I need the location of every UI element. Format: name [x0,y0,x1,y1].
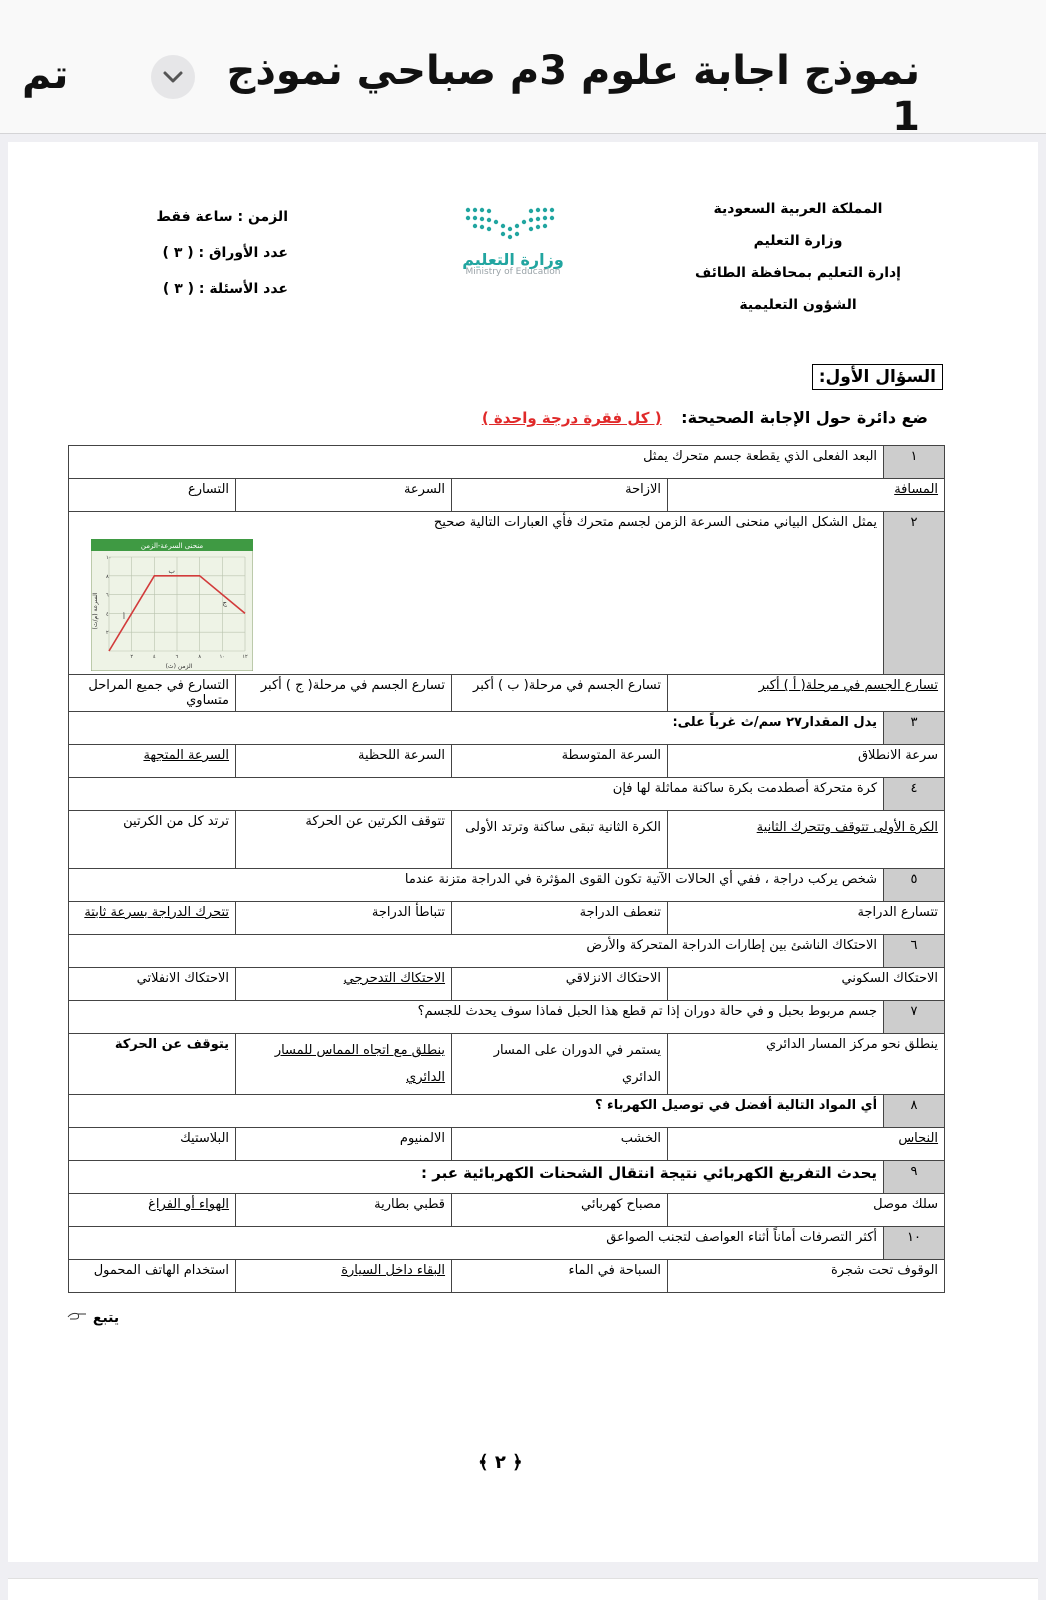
options-row [69,675,945,712]
question-row [69,869,945,902]
question-number: ١ [884,446,945,479]
ministry-logo [428,204,598,294]
option[interactable]: البلاستيك [69,1128,236,1161]
question-cell [69,512,884,675]
option[interactable]: سرعة الانطلاق [668,745,945,778]
option[interactable]: التسارع في جميع المراحل متساوي [69,675,236,712]
y-tick-label: ١٠ [106,555,112,561]
header-line: الشؤون التعليمية [739,297,857,313]
option[interactable]: الاحتكاك الانفلاتي [69,968,236,1001]
question-text: كرة متحركة أصطدمت بكرة ساكنة مماثلة لها فإن [69,778,884,811]
question-number: ٧ [884,1001,945,1034]
page-number: ﴾ ٢ ﴿ [478,1452,523,1473]
option[interactable]: الكرة الثانية تبقى ساكنة وترتد الأولى [452,811,668,869]
exam-info [138,206,288,314]
option[interactable]: الاحتكاك الانزلاقي [452,968,668,1001]
header-line: وزارة التعليم [753,233,843,249]
exam-info-line: عدد الأوراق : ( ٣ ) [162,245,288,261]
option[interactable]: ينطلق نحو مركز المسار الدائري [668,1034,945,1095]
question-text: يحدث التفريغ الكهربائي نتيجة انتقال الشحنات الكهربائية عبر : [69,1161,884,1194]
options-row [69,968,945,1001]
x-tick-label: ٢ [130,654,134,660]
option-correct[interactable]: البقاء داخل السيارة [236,1260,452,1293]
option-correct[interactable]: المسافة [668,479,945,512]
instruction-row [482,408,928,427]
option[interactable]: السرعة [236,479,452,512]
continue-label: يتبع [92,1310,120,1326]
question-text: البعد الفعلى الذي يقطعة جسم متحرك يمثل [69,446,884,479]
option[interactable]: تتباطأ الدراجة [236,902,452,935]
x-tick-label: ٤ [152,654,156,660]
y-tick-label: ٨ [106,573,109,580]
option-correct[interactable]: تتحرك الدراجة بسرعة ثابتة [69,902,236,935]
option[interactable]: الالمنيوم [236,1128,452,1161]
options-row [69,1260,945,1293]
option[interactable]: قطبي بطارية [236,1194,452,1227]
viewer-toolbar [0,0,1046,140]
question-text: الاحتكاك الناشئ بين إطارات الدراجة المتحركة والأرض [69,935,884,968]
question-row [69,1001,945,1034]
question-text: أكثر التصرفات أماناً أثناء العواصف لتجنب الصواعق [69,1227,884,1260]
option[interactable]: الخشب [452,1128,668,1161]
done-button[interactable]: تم [22,52,69,98]
question-row [69,1161,945,1194]
option[interactable]: السباحة في الماء [452,1260,668,1293]
question-number: ٥ [884,869,945,902]
document-page [8,142,1038,1562]
question-number: ٨ [884,1095,945,1128]
question-row [69,935,945,968]
y-tick-label: ٢ [106,630,109,637]
option-correct[interactable]: الكرة الأولى تتوقف وتتحرك الثانية [668,811,945,869]
options-row [69,1034,945,1095]
option[interactable]: مصباح كهربائي [452,1194,668,1227]
option-correct[interactable]: تسارع الجسم في مرحلة( أ ) أكبر [668,675,945,712]
continue-note [66,1310,119,1326]
x-axis-label: الزمن (ث) [165,663,193,670]
option[interactable]: السرعة اللحظية [236,745,452,778]
question-number: ٦ [884,935,945,968]
option-correct[interactable]: ينطلق مع اتجاه المماس للمسار الدائري [236,1034,452,1095]
segment-label-c: ج [222,599,227,607]
options-row [69,479,945,512]
grade-note: ( كل فقرة درجة واحدة ) [481,409,662,427]
x-tick-label: ٦ [175,654,179,660]
x-tick-label: ١٢ [242,654,248,660]
header-line: إدارة التعليم بمحافظة الطائف [695,265,901,281]
ministry-logo-icon [458,204,568,244]
velocity-time-graph [91,539,253,671]
segment-label-a: أ [123,613,125,621]
question-text: يمثل الشكل البياني منحنى السرعة الزمن لجسم متحرك فأي العبارات التالية صحيح [433,515,878,530]
question-number: ٤ [884,778,945,811]
question-row [69,446,945,479]
logo-text-english: Ministry of Education [465,267,561,277]
option[interactable]: تتوقف الكرتين عن الحركة [236,811,452,869]
hand-pointer-icon [66,1310,88,1322]
question-text: جسم مربوط بحبل و في حالة دوران إذا تم قطع هذا الحبل فماذا سوف يحدث للجسم؟ [69,1001,884,1034]
option[interactable]: التسارع [69,479,236,512]
options-row [69,902,945,935]
question-row [69,778,945,811]
logo-text-arabic: وزارة التعليم [462,250,564,269]
chevron-down-icon [162,68,184,86]
school-header [678,198,918,326]
option[interactable]: يستمر في الدوران على المسار الدائري [452,1034,668,1095]
header-line: المملكة العربية السعودية [713,201,883,217]
option[interactable]: تسارع الجسم في مرحلة( ب ) أكبر [452,675,668,712]
option[interactable]: سلك موصل [668,1194,945,1227]
graph-title: منحنى السرعة-الزمن [140,542,204,550]
option[interactable]: تنعطف الدراجة [452,902,668,935]
options-row [69,1194,945,1227]
next-page-edge [8,1578,1038,1600]
questions-table [68,445,945,1293]
instruction-text: ضع دائرة حول الإجابة الصحيحة: [681,408,928,427]
option[interactable]: الوقوف تحت شجرة [668,1260,945,1293]
x-tick-label: ٨ [198,654,202,660]
question-number: ٢ [884,512,945,675]
y-axis-label: السرعة (م/ث) [92,592,99,630]
section-title: السؤال الأول: [812,364,943,390]
option[interactable]: الازاحة [452,479,668,512]
exam-info-line: الزمن : ساعة فقط [156,209,288,225]
title-menu-button[interactable] [151,55,195,99]
question-text: أي المواد التالية أفضل في توصيل الكهرباء ؟ [69,1095,884,1128]
option[interactable]: يتوقف عن الحركة [69,1034,236,1095]
question-text: شخص يركب دراجة ، ففي أي الحالات الآتية تكون القوى المؤثرة في الدراجة متزنة عندما [69,869,884,902]
segment-label-b: ب [168,567,175,575]
question-number: ٣ [884,712,945,745]
option[interactable]: تتسارع الدراجة [668,902,945,935]
document-title: نموذج اجابة علوم 3م صباحي نموذج 1 [226,48,920,140]
question-row [69,712,945,745]
option[interactable]: السرعة المتوسطة [452,745,668,778]
question-row [69,1095,945,1128]
option[interactable]: استخدام الهاتف المحمول [69,1260,236,1293]
exam-info-line: عدد الأسئلة : ( ٣ ) [162,281,288,297]
x-tick-label: ١٠ [219,654,226,660]
question-row [69,512,945,675]
option[interactable]: ترتد كل من الكرتين [69,811,236,869]
options-row [69,811,945,869]
y-tick-label: ٦ [106,592,109,599]
options-row [69,745,945,778]
question-number: ٩ [884,1161,945,1194]
option-correct[interactable]: السرعة المتجهة [69,745,236,778]
option-correct[interactable]: النحاس [668,1128,945,1161]
question-number: ١٠ [884,1227,945,1260]
option[interactable]: تسارع الجسم في مرحلة( ج ) أكبر [236,675,452,712]
option[interactable]: الاحتكاك السكوني [668,968,945,1001]
question-row [69,1227,945,1260]
y-tick-label: ٤ [106,611,109,618]
option-correct[interactable]: الاحتكاك التدحرجي [236,968,452,1001]
options-row [69,1128,945,1161]
option-correct[interactable]: الهواء أو الفراغ [69,1194,236,1227]
question-text: يدل المقدار٢٧ سم/ث غرباً على: [69,712,884,745]
